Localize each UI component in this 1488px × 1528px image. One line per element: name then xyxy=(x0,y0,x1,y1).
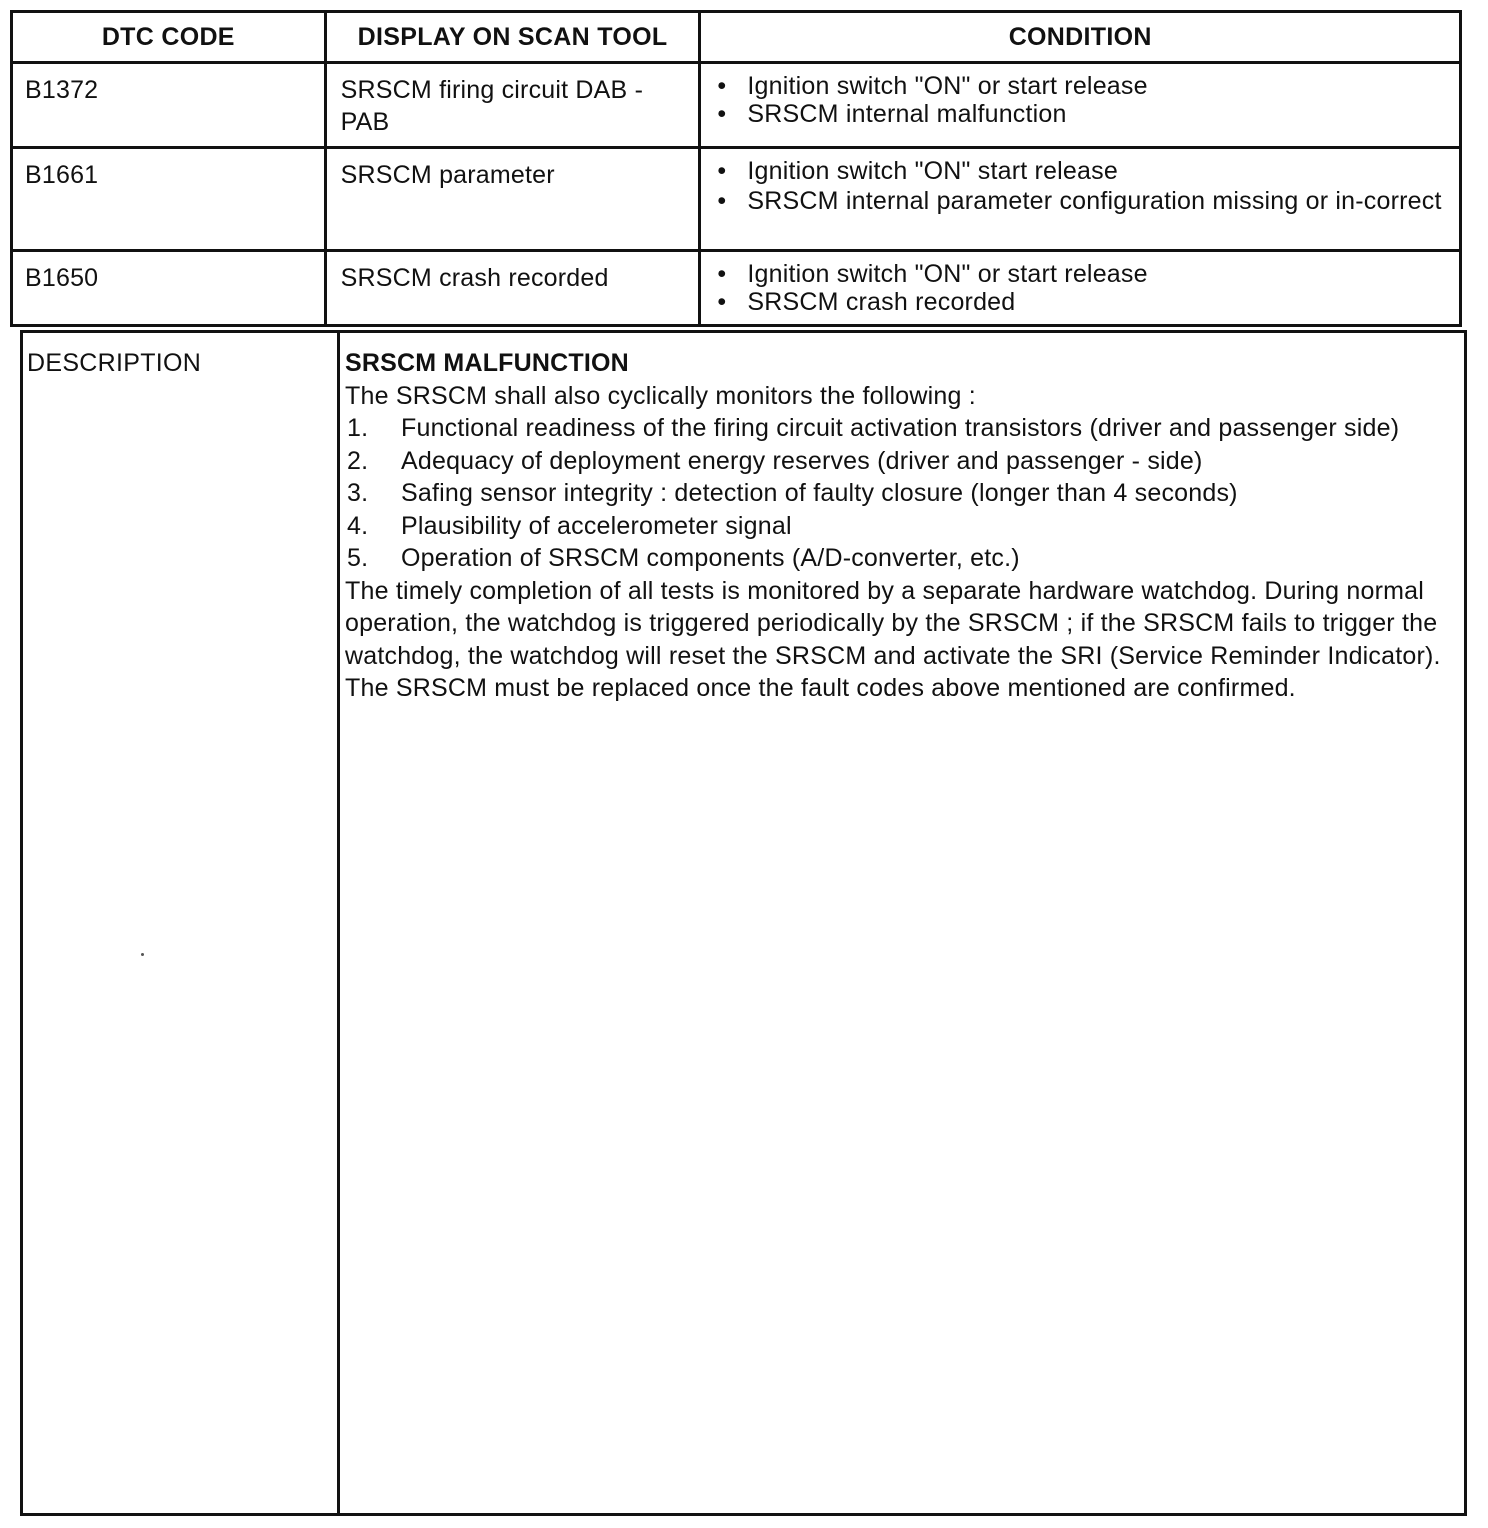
description-title: SRSCM MALFUNCTION xyxy=(345,349,629,377)
display-cell xyxy=(325,148,700,251)
condition-item: • SRSCM internal parameter configuration missing or in-correct xyxy=(717,187,1442,215)
description-content xyxy=(345,347,1450,705)
list-number: 5. xyxy=(347,544,369,572)
dtc-table xyxy=(10,10,1462,327)
replacement-paragraph: The SRSCM must be replaced once the fault codes above mentioned are confirmed. xyxy=(345,674,1296,702)
table-row xyxy=(12,63,1461,148)
dtc-code-cell xyxy=(12,63,326,148)
list-number: 4. xyxy=(347,511,369,540)
dtc-code: B1372 xyxy=(25,76,99,104)
list-item: 5. Operation of SRSCM components (A/D-converter, etc.) xyxy=(345,542,1450,575)
dtc-code-cell xyxy=(12,251,326,326)
list-number: 2. xyxy=(347,446,369,475)
list-number: 3. xyxy=(347,479,369,507)
description-label: DESCRIPTION xyxy=(27,349,202,377)
list-item: 2. Adequacy of deployment energy reserves (driver and passenger - side) xyxy=(345,445,1450,478)
dtc-code: B1650 xyxy=(25,264,99,292)
bullet-icon: • xyxy=(717,100,727,128)
condition-cell xyxy=(700,148,1461,251)
condition-list xyxy=(701,149,1459,223)
display-cell xyxy=(325,63,700,148)
list-item: 3. Safing sensor integrity : detection of faulty closure (longer than 4 seconds) xyxy=(345,477,1450,510)
condition-item: • SRSCM crash recorded xyxy=(717,288,1016,316)
condition-cell xyxy=(700,251,1461,326)
condition-item: • Ignition switch "ON" start release xyxy=(717,157,1118,185)
dtc-code-cell xyxy=(12,148,326,251)
header-display-on-scan-tool: DISPLAY ON SCAN TOOL xyxy=(325,12,700,63)
bullet-icon: • xyxy=(717,260,727,288)
description-intro: The SRSCM shall also cyclically monitors the following : xyxy=(345,381,976,410)
scan-tool-display: SRSCM firing circuit DAB - PAB xyxy=(340,76,644,136)
description-section xyxy=(20,330,1467,1516)
bullet-icon: • xyxy=(717,187,727,215)
header-condition: CONDITION xyxy=(700,12,1461,63)
column-divider xyxy=(337,333,340,1513)
table-row xyxy=(12,251,1461,326)
scan-tool-display: SRSCM parameter xyxy=(340,161,555,189)
condition-list xyxy=(701,252,1459,322)
list-item: 1. Functional readiness of the firing circuit activation transistors (driver and passenger side) xyxy=(345,412,1450,445)
header-dtc-code: DTC CODE xyxy=(12,12,326,63)
bullet-icon: • xyxy=(717,72,727,100)
condition-cell xyxy=(700,63,1461,148)
condition-list xyxy=(701,64,1459,134)
condition-item: • Ignition switch "ON" or start release xyxy=(717,72,1148,100)
table-header-row xyxy=(12,12,1461,63)
bullet-icon: • xyxy=(717,157,727,185)
condition-item: • SRSCM internal malfunction xyxy=(717,100,1067,128)
condition-item: • Ignition switch "ON" or start release xyxy=(717,260,1148,288)
speck-mark xyxy=(141,953,144,956)
dtc-code: B1661 xyxy=(25,161,99,189)
table-row xyxy=(12,148,1461,251)
watchdog-paragraph: The timely completion of all tests is monitored by a separate hardware watchdog. During normal operation, the watchdog is triggered periodically by the SRSCM ; if the SRSCM fails to trigger the watchdog, the watchdog will reset the SRSCM and activate the SRI (Service Reminder Indicator). xyxy=(345,576,1441,670)
monitor-list xyxy=(345,412,1450,575)
bullet-icon: • xyxy=(717,288,727,316)
list-item: 4. Plausibility of accelerometer signal xyxy=(345,510,1450,543)
display-cell xyxy=(325,251,700,326)
scan-tool-display: SRSCM crash recorded xyxy=(340,264,609,292)
list-number: 1. xyxy=(347,414,369,442)
